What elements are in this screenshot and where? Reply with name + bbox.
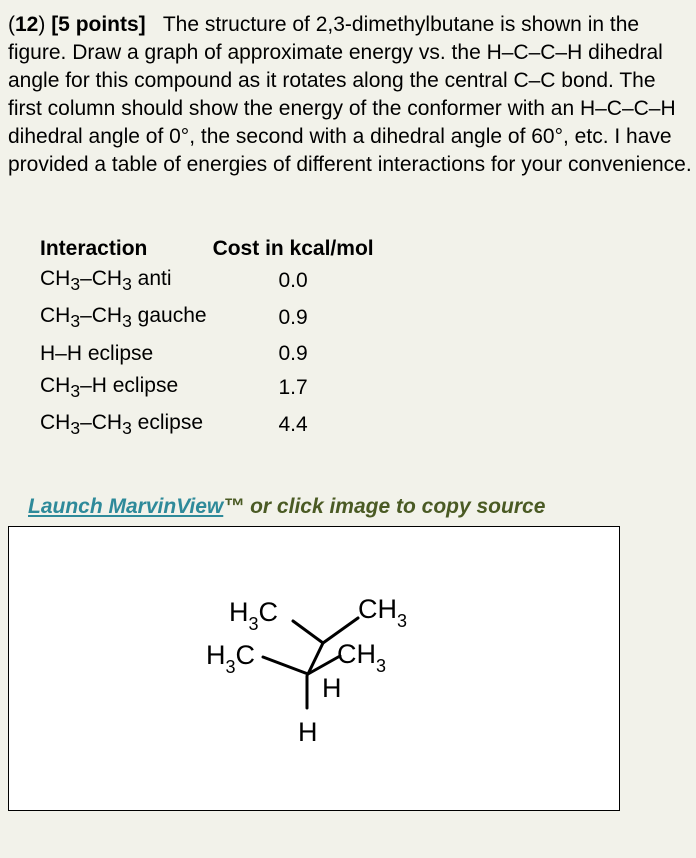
atom-h-right: H	[322, 673, 342, 703]
interaction-cost: 0.9	[278, 306, 308, 329]
interaction-cost: 0.0	[278, 269, 308, 292]
table-row	[40, 371, 374, 405]
atom-h3c-top: H3C	[229, 597, 279, 634]
question-points: [5 points]	[51, 13, 146, 36]
interaction-name: $CH_3-CH_3$ gauche	[40, 303, 207, 332]
question-body: The structure of 2,3-dimethylbutane is shown in the figure. Draw a graph of approximate energy vs. the H–C–C–H dihedral angle for this compound as it rotates along the central C–C bond. The first column should show the energy of the conformer with an H–C–C–H dihedral angle of 0°, the second with a dihedral angle of 60°, etc. I have provided a table of energies of different interactions for your convenience.	[8, 13, 692, 176]
interaction-cost-table	[40, 235, 374, 445]
interaction-cost: 1.7	[278, 376, 308, 399]
interaction-cost: 4.4	[278, 413, 308, 436]
interaction-name: $CH_3-CH_3$ eclipse	[40, 410, 204, 439]
atom-ch3-mid: CH3	[337, 639, 387, 676]
structure-drawing	[9, 527, 621, 812]
table-row	[40, 263, 374, 299]
header-cost: Cost in kcal/mol	[212, 237, 374, 260]
interaction-name: H–H eclipse	[40, 342, 154, 365]
molecule-structure-image[interactable]	[8, 526, 620, 811]
question-text: (12) [5 points] The structure of 2,3-dimethylbutane is shown in the figure. Draw a graph of approximate energy vs. the H–C–C–H dihedral angle for this compound as it rotates along the central C–C bond. The first column should show the energy of the conformer with an H–C–C–H dihedral angle of 0°, the second with a dihedral angle of 60°, etc. I have provided a table of energies of different interactions for your convenience.	[8, 13, 692, 176]
question-number: 12	[15, 13, 39, 36]
launch-tm: ™	[223, 495, 245, 518]
launch-hint-text: or click image to copy source	[244, 495, 546, 518]
atom-h3c-left: H3C	[206, 640, 256, 677]
interaction-name: $CH_3-H$ eclipse	[40, 373, 179, 402]
atom-h-bottom: H	[298, 717, 318, 747]
header-interaction: Interaction	[40, 237, 148, 260]
bond-top-left	[293, 621, 323, 643]
table-row	[40, 405, 374, 445]
table-header-row	[40, 235, 374, 263]
interaction-name: $CH_3-CH_3$ anti	[40, 266, 172, 295]
atom-ch3-top: CH3	[358, 594, 408, 631]
table-row	[40, 299, 374, 337]
interaction-cost: 0.9	[278, 342, 308, 365]
bond-left	[263, 657, 308, 674]
table-row	[40, 337, 374, 371]
launch-marvinview-link[interactable]: Launch MarvinView	[28, 495, 224, 518]
launch-line	[28, 495, 545, 519]
